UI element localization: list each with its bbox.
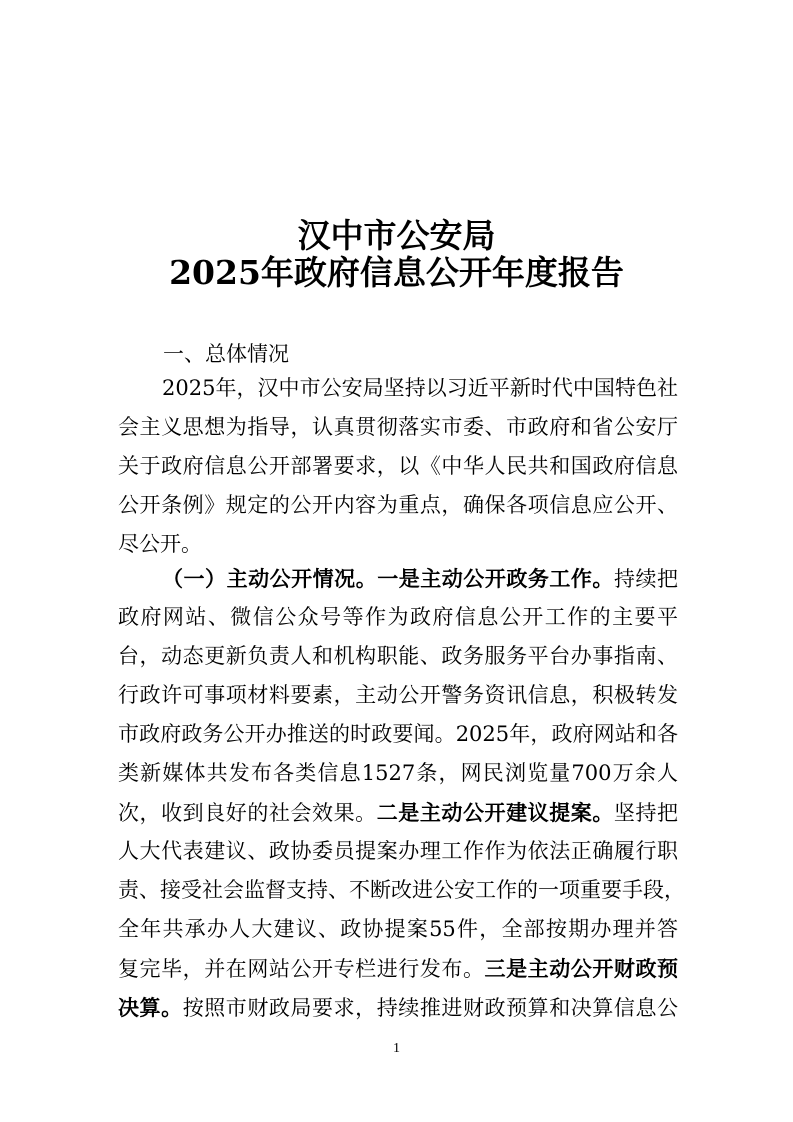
bold-lead: 决算。	[118, 995, 183, 1020]
paragraph-line: 台，动态更新负责人和机构职能、政务服务平台办事指南、	[118, 644, 678, 668]
page-number: 1	[393, 1041, 400, 1056]
paragraph-line: 行政许可事项材料要素，主动公开警务资讯信息，积极转发	[118, 683, 678, 707]
paragraph-line: 2025年，汉中市公安局坚持以习近平新时代中国特色社	[162, 376, 678, 400]
line-text: 次，收到良好的社会效果。	[118, 801, 377, 825]
paragraph-active-disclosure	[118, 559, 685, 1027]
paragraph-line: 会主义思想为指导，认真贯彻落实市委、市政府和省公安厅	[118, 415, 678, 439]
paragraph-line: 人大代表建议、政协委员提案办理工作作为依法正确履行职	[118, 839, 678, 863]
paragraph-line: 责、接受社会监督支持、不断改进公安工作的一项重要手段，	[118, 878, 685, 902]
bold-lead: 二是主动公开建议提案。	[376, 800, 614, 825]
section-heading: 一、总体情况	[163, 342, 289, 366]
paragraph-overview	[118, 369, 678, 564]
bold-lead: （一）主动公开情况。一是主动公开政务工作。	[162, 566, 614, 591]
paragraph-line: 类新媒体共发布各类信息1527条，网民浏览量700万余人	[118, 761, 678, 785]
document-title-line1: 汉中市公安局	[297, 216, 496, 255]
line-text: 复完毕，并在网站公开专栏进行发布。	[118, 957, 485, 981]
paragraph-line	[118, 949, 678, 988]
line-text: 坚持把	[613, 801, 679, 825]
paragraph-line: 全年共承办人大建议、政协提案55件，全部按期办理并答	[118, 917, 678, 941]
paragraph-line	[118, 793, 678, 832]
line-text: 持续把	[613, 567, 679, 591]
paragraph-line: 尽公开。	[118, 532, 202, 556]
paragraph-line	[118, 988, 678, 1027]
line-text: 按照市财政局要求，持续推进财政预算和决算信息公	[182, 996, 679, 1020]
document-title-line2: 2025年政府信息公开年度报告	[169, 253, 624, 292]
paragraph-line: 关于政府信息公开部署要求，以《中华人民共和国政府信息	[118, 454, 678, 478]
paragraph-line: 政府网站、微信公众号等作为政府信息公开工作的主要平	[118, 605, 678, 629]
bold-lead: 三是主动公开财政预	[484, 956, 679, 981]
paragraph-line	[118, 559, 678, 598]
paragraph-line: 市政府政务公开办推送的时政要闻。2025年，政府网站和各	[118, 722, 678, 746]
paragraph-line: 公开条例》规定的公开内容为重点，确保各项信息应公开、	[118, 493, 678, 517]
